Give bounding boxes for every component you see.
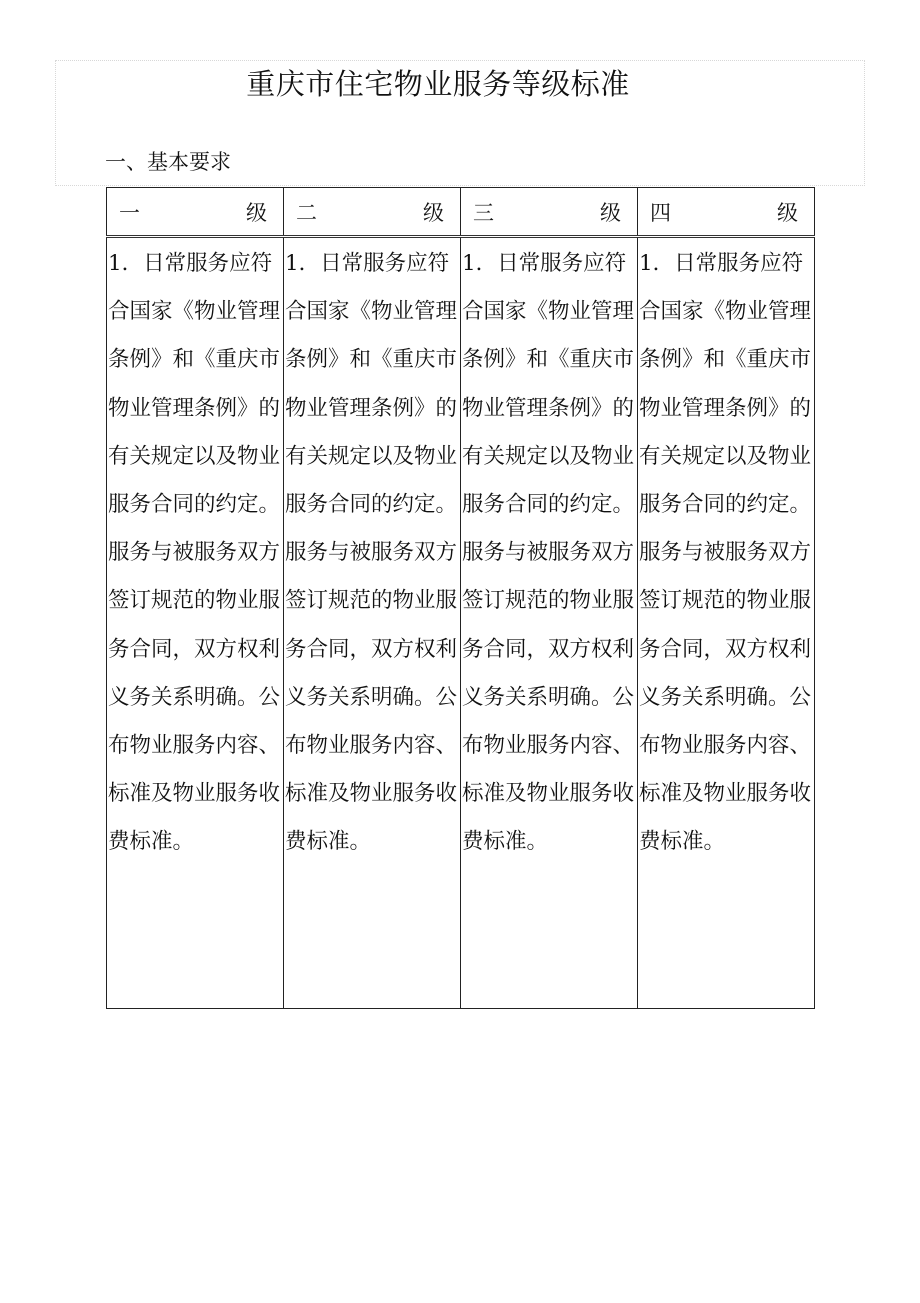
table-cell-level-3 xyxy=(461,237,638,1009)
header-level-2 xyxy=(284,188,461,237)
cell-text-level-4: 1．日常服务应符合国家《物业管理条例》和《重庆市物业管理条例》的有关规定以及物业服务合同的约定。服务与被服务双方签订规范的物业服务合同，双方权利义务关系明确。公布物业服务内容、标准及物业服务收费标准。 xyxy=(639,251,812,855)
header-level-1-numeral: 一 xyxy=(119,200,140,225)
cell-text-level-2: 1．日常服务应符合国家《物业管理条例》和《重庆市物业管理条例》的有关规定以及物业服务合同的约定。服务与被服务双方签订规范的物业服务合同，双方权利义务关系明确。公布物业服务内容、标准及物业服务收费标准。 xyxy=(285,251,458,855)
table-cell-level-1 xyxy=(107,237,284,1009)
header-level-4 xyxy=(638,188,815,237)
cell-text-level-3: 1．日常服务应符合国家《物业管理条例》和《重庆市物业管理条例》的有关规定以及物业服务合同的约定。服务与被服务双方签订规范的物业服务合同，双方权利义务关系明确。公布物业服务内容、标准及物业服务收费标准。 xyxy=(462,251,635,855)
table-cell-level-4 xyxy=(638,237,815,1009)
header-level-3 xyxy=(461,188,638,237)
header-level-4-suffix: 级 xyxy=(777,200,798,225)
header-level-1-suffix: 级 xyxy=(246,200,267,225)
header-level-1 xyxy=(107,188,284,237)
table-row xyxy=(107,237,815,1009)
section-heading: 一、基本要求 xyxy=(105,150,231,174)
table-cell-level-2 xyxy=(284,237,461,1009)
cell-text-level-1: 1．日常服务应符合国家《物业管理条例》和《重庆市物业管理条例》的有关规定以及物业服务合同的约定。服务与被服务双方签订规范的物业服务合同，双方权利义务关系明确。公布物业服务内容、标准及物业服务收费标准。 xyxy=(108,251,281,855)
header-level-4-numeral: 四 xyxy=(650,200,671,225)
service-level-table xyxy=(106,187,815,1009)
header-level-2-suffix: 级 xyxy=(423,200,444,225)
header-level-3-suffix: 级 xyxy=(600,200,621,225)
header-level-3-numeral: 三 xyxy=(473,200,494,225)
table-header-row xyxy=(107,188,815,237)
header-level-2-numeral: 二 xyxy=(296,200,317,225)
document-title: 重庆市住宅物业服务等级标准 xyxy=(246,67,630,101)
